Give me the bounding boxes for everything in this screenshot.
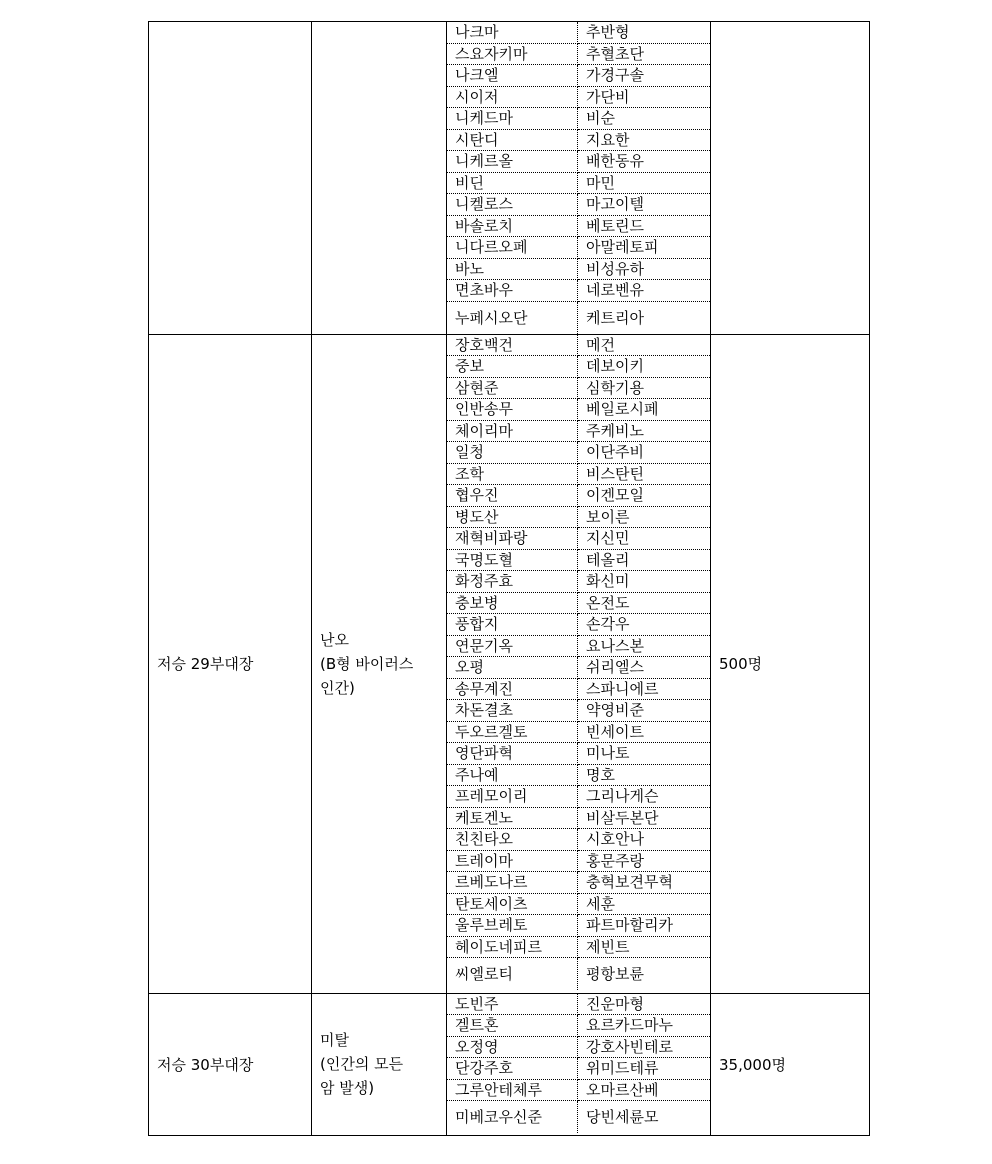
name-right: 빈세이트 (578, 721, 711, 743)
name-right: 평항보륜 (586, 965, 644, 983)
name-pair-row (447, 485, 710, 507)
name-pair-row (447, 829, 710, 851)
name-left: 미베코우신준 (447, 1101, 578, 1134)
name-pair-row (447, 65, 710, 87)
name-left: 병도산 (447, 506, 578, 528)
name-pair-row (447, 151, 710, 173)
name-right: 지신민 (578, 528, 711, 550)
name-left: 조학 (447, 463, 578, 485)
unit-cell (149, 22, 312, 335)
name-left: 바노 (447, 258, 578, 280)
name-right: 명호 (578, 764, 711, 786)
name-pair-row (447, 958, 710, 991)
names-cell (447, 22, 711, 335)
name-left: 도빈주 (447, 994, 578, 1015)
name-left: 나크엘 (447, 65, 578, 87)
name-right: 가단비 (578, 86, 711, 108)
name-left: 시이저 (447, 86, 578, 108)
name-right: 주케비노 (578, 420, 711, 442)
name-left: 시탄디 (447, 129, 578, 151)
name-left: 오평 (447, 657, 578, 679)
name-left: 누페시오단 (447, 301, 578, 334)
name-right: 홍문주랑 (578, 850, 711, 872)
roster-row (149, 993, 870, 1135)
count-cell: 35,000명 (711, 993, 870, 1135)
name-pair-row (447, 807, 710, 829)
name-left: 겔트혼 (447, 1015, 578, 1037)
name-right: 네로벤유 (578, 280, 711, 302)
name-pair-row (447, 1079, 710, 1101)
name-left: 체이리마 (447, 420, 578, 442)
name-right: 마고이텔 (578, 194, 711, 216)
name-pair-row (447, 1058, 710, 1080)
name-left: 니다르오페 (447, 237, 578, 259)
name-right: 비스탄틴 (578, 463, 711, 485)
name-left: 삼현준 (447, 377, 578, 399)
name-left: 비딘 (447, 172, 578, 194)
names-table (447, 335, 710, 991)
name-left: 중보 (447, 356, 578, 378)
name-pair-row (447, 571, 710, 593)
name-left: 그루안테체루 (447, 1079, 578, 1101)
name-pair-row (447, 172, 710, 194)
name-pair-row (447, 420, 710, 442)
name-pair-row (447, 936, 710, 958)
name-right: 온전도 (578, 592, 711, 614)
name-right: 보이른 (578, 506, 711, 528)
name-right: 충혁보견무혁 (578, 872, 711, 894)
name-left: 단강주호 (447, 1058, 578, 1080)
name-right: 비성유하 (578, 258, 711, 280)
name-right: 베토린드 (578, 215, 711, 237)
name-pair-row (447, 850, 710, 872)
name-pair-row (447, 237, 710, 259)
name-left: 일청 (447, 442, 578, 464)
roster-row (149, 22, 870, 335)
name-left: 연문기옥 (447, 635, 578, 657)
name-right: 파트마할리카 (578, 915, 711, 937)
roster-row (149, 334, 870, 993)
name-right: 메건 (578, 335, 711, 356)
name-right: 강호사빈테로 (578, 1036, 711, 1058)
roster-table-body (149, 22, 870, 1136)
name-right: 약영비준 (578, 700, 711, 722)
name-right: 배한동유 (578, 151, 711, 173)
name-right: 테올리 (578, 549, 711, 571)
name-pair-row (447, 356, 710, 378)
name-pair-row (447, 721, 710, 743)
name-right: 시호안나 (578, 829, 711, 851)
name-right: 추반형 (578, 22, 711, 43)
target-line: (인간의 모든 (320, 1055, 404, 1073)
name-right: 화신미 (578, 571, 711, 593)
names-cell (447, 334, 711, 993)
name-pair-row (447, 1036, 710, 1058)
name-left: 바솔로치 (447, 215, 578, 237)
name-pair-row (447, 528, 710, 550)
name-left: 오정영 (447, 1036, 578, 1058)
name-right: 요르카드마누 (578, 1015, 711, 1037)
name-pair-row (447, 442, 710, 464)
name-pair-row (447, 22, 710, 43)
name-left: 나크마 (447, 22, 578, 43)
target-cell (312, 334, 447, 993)
name-pair-row (447, 994, 710, 1015)
name-left: 헤이도네피르 (447, 936, 578, 958)
names-table (447, 994, 710, 1134)
target-cell (312, 22, 447, 335)
name-right: 추혈초단 (578, 43, 711, 65)
name-pair-row (447, 614, 710, 636)
name-pair-row (447, 280, 710, 302)
count-cell: 500명 (711, 334, 870, 993)
name-right: 미나토 (578, 743, 711, 765)
name-left: 트레이마 (447, 850, 578, 872)
name-pair-row (447, 129, 710, 151)
name-right: 이단주비 (578, 442, 711, 464)
name-pair-row (447, 43, 710, 65)
name-right: 가경구솔 (578, 65, 711, 87)
name-left: 두오르겔토 (447, 721, 578, 743)
name-right: 비순 (578, 108, 711, 130)
name-right: 케트리아 (586, 308, 644, 327)
name-left: 니케드마 (447, 108, 578, 130)
name-pair-row (447, 399, 710, 421)
name-right: 심학기용 (578, 377, 711, 399)
name-right: 요나스본 (578, 635, 711, 657)
name-pair-row (447, 743, 710, 765)
name-right: 세훈 (578, 893, 711, 915)
name-left: 재혁비파랑 (447, 528, 578, 550)
name-left: 스요자키마 (447, 43, 578, 65)
name-left: 탄토세이츠 (447, 893, 578, 915)
name-right: 손각우 (578, 614, 711, 636)
name-pair-row (447, 1101, 710, 1134)
names-table (447, 22, 710, 334)
name-pair-row (447, 301, 710, 334)
name-pair-row (447, 335, 710, 356)
name-pair-row (447, 215, 710, 237)
target-cell (312, 993, 447, 1135)
name-pair-row (447, 194, 710, 216)
name-left: 국명도혈 (447, 549, 578, 571)
name-left: 충보병 (447, 592, 578, 614)
unit-cell: 저승 29부대장 (149, 334, 312, 993)
name-left: 협우진 (447, 485, 578, 507)
name-left: 니켈로스 (447, 194, 578, 216)
name-pair-row (447, 549, 710, 571)
name-pair-row (447, 786, 710, 808)
name-left: 면초바우 (447, 280, 578, 302)
name-pair-row (447, 108, 710, 130)
name-right: 비살두본단 (578, 807, 711, 829)
count-cell (711, 22, 870, 335)
target-line: 암 발생) (320, 1079, 375, 1097)
target-line: 미탈 (320, 1031, 349, 1049)
name-left: 니케르올 (447, 151, 578, 173)
name-pair-row (447, 463, 710, 485)
name-pair-row (447, 377, 710, 399)
name-pair-row (447, 764, 710, 786)
name-right: 마민 (578, 172, 711, 194)
target-line: (B형 바이러스 (320, 654, 414, 673)
name-pair-row (447, 893, 710, 915)
name-right: 아말레토피 (578, 237, 711, 259)
names-cell (447, 993, 711, 1135)
name-right: 이겐모일 (578, 485, 711, 507)
name-right: 지요한 (578, 129, 711, 151)
name-right: 그리나게슨 (578, 786, 711, 808)
name-right: 진운마형 (578, 994, 711, 1015)
name-right: 제빈트 (578, 936, 711, 958)
name-pair-row (447, 86, 710, 108)
name-left: 풍합지 (447, 614, 578, 636)
name-pair-row (447, 635, 710, 657)
name-pair-row (447, 872, 710, 894)
name-right: 오마르산베 (578, 1079, 711, 1101)
name-left: 장호백건 (447, 335, 578, 356)
name-left: 울루브레토 (447, 915, 578, 937)
name-right: 베일로시페 (578, 399, 711, 421)
name-pair-row (447, 915, 710, 937)
unit-cell: 저승 30부대장 (149, 993, 312, 1135)
name-left: 르베도나르 (447, 872, 578, 894)
name-left: 화정주효 (447, 571, 578, 593)
name-left: 차돈결초 (447, 700, 578, 722)
name-left: 인반송무 (447, 399, 578, 421)
name-right: 쉬리엘스 (578, 657, 711, 679)
name-pair-row (447, 592, 710, 614)
name-left: 영단파혁 (447, 743, 578, 765)
name-right: 당빈세륜모 (586, 1108, 659, 1126)
roster-table (148, 21, 870, 1136)
name-left: 케토겐노 (447, 807, 578, 829)
name-right: 데보이키 (578, 356, 711, 378)
name-left: 송무계진 (447, 678, 578, 700)
name-pair-row (447, 258, 710, 280)
name-pair-row (447, 678, 710, 700)
name-pair-row (447, 506, 710, 528)
name-right: 위미드테류 (578, 1058, 711, 1080)
target-line: 난오 (320, 630, 349, 649)
name-pair-row (447, 700, 710, 722)
name-right: 스파니에르 (578, 678, 711, 700)
name-left: 친친타오 (447, 829, 578, 851)
name-left: 프레모이리 (447, 786, 578, 808)
target-line: 인간) (320, 678, 355, 697)
name-left: 주나예 (447, 764, 578, 786)
name-pair-row (447, 657, 710, 679)
name-left: 씨엘로티 (447, 958, 578, 991)
name-pair-row (447, 1015, 710, 1037)
